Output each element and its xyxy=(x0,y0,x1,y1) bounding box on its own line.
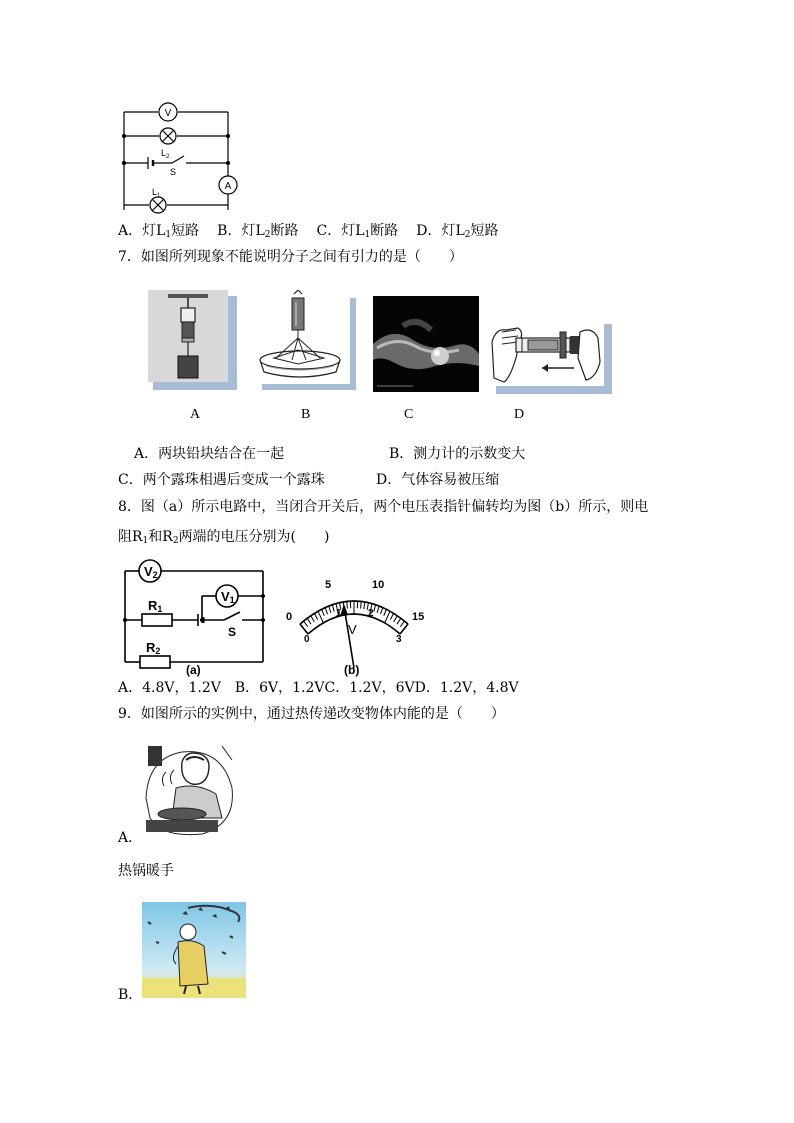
q8-dial-top-0: 0 xyxy=(286,611,293,623)
q8-dial-top-5: 5 xyxy=(325,579,332,591)
q8-r1-label: R1 xyxy=(148,598,163,614)
q7-option-a: A．两块铅块结合在一起 xyxy=(134,446,285,462)
q8-stem-line2: 阻$R_1$和$R_2$两端的电压分别为( ) xyxy=(118,529,330,546)
q6-circuit-diagram xyxy=(118,100,238,218)
q8-dial-tick xyxy=(400,621,404,627)
q6-options xyxy=(118,221,499,245)
q8-dial-tick xyxy=(318,611,323,623)
q7-figure-c-dew-drops xyxy=(373,296,479,392)
q8-stem-line1: 8．图（a）所示电路中，当闭合开关后，两个电压表指针偏转均为图（b）所示，则电 xyxy=(118,499,649,515)
q8-dial-tick xyxy=(322,609,325,616)
q7-figure-d-syringe xyxy=(488,318,604,386)
q8-caption-a: (a) xyxy=(186,663,201,677)
q7-stem: 7．如图所列现象不能说明分子之间有引力的是（ ） xyxy=(118,249,463,265)
q8-dial-tick xyxy=(361,601,362,608)
q9-option-a-caption: 热锅暖手 xyxy=(118,863,174,879)
q8-dial-tick xyxy=(385,611,390,623)
q8-dial-tick xyxy=(314,613,317,619)
q8-dial-tick xyxy=(380,608,382,615)
q8-v1-label: V1 xyxy=(221,589,235,605)
q8-dial-tick xyxy=(307,618,311,624)
q8-dial-tick xyxy=(364,602,365,609)
q8-dial-tick xyxy=(304,621,308,627)
q7-option-b: B．测力计的示数变大 xyxy=(389,446,526,462)
q7-figure-label-c: C xyxy=(404,407,414,422)
q8-dial-tick xyxy=(347,601,348,608)
q6-option-d: D．灯$L_2$短路 xyxy=(416,223,499,240)
q6-voltmeter-label: V xyxy=(164,108,172,119)
q9-option-a-letter: A． xyxy=(118,830,143,846)
q6-lamp2-label: $L_2$ xyxy=(161,148,170,160)
q8-dial-bottom-3: 3 xyxy=(396,634,402,645)
q8-caption-b: (b) xyxy=(344,663,360,677)
q9-option-a-hot-pot-illustration xyxy=(142,738,240,838)
q6-lamp1-label: $L_1$ xyxy=(152,187,161,199)
q8-dial-tick xyxy=(390,613,393,619)
q8-dial-tick xyxy=(332,605,334,612)
q6-option-c: C．灯$L_1$断路 xyxy=(316,223,399,240)
q9-option-b-letter: B． xyxy=(118,987,143,1003)
q7-figure-label-d: D xyxy=(514,407,525,422)
q7-figure-b-spring-scale xyxy=(254,290,350,384)
q8-dial-bottom-0: 0 xyxy=(304,634,310,645)
q8-dial-tick xyxy=(394,616,398,622)
q7-figure-label-b: B xyxy=(301,407,311,422)
q8-dial-bottom-1: 1 xyxy=(336,608,342,619)
q8-circuit-diagram-a xyxy=(120,558,270,678)
q8-dial-tick xyxy=(377,606,379,613)
q7-option-d: D．气体容易被压缩 xyxy=(376,472,500,488)
q8-dial-top-15: 15 xyxy=(412,611,425,623)
q8-v2-label: V2 xyxy=(144,564,158,580)
q8-r2-label: R2 xyxy=(146,640,161,656)
q8-dial-unit: V xyxy=(348,622,357,637)
q8-dial-top-10: 10 xyxy=(372,579,385,591)
q8-dial-tick xyxy=(384,609,387,616)
q8-dial-tick xyxy=(329,606,331,613)
q9-option-b-windy-cold-illustration xyxy=(142,902,246,998)
q8-switch-label: S xyxy=(228,625,237,639)
q6-option-b: B．灯$L_2$断路 xyxy=(217,223,299,240)
q8-dial-tick xyxy=(311,616,315,622)
q7-option-c: C．两个露珠相遇后变成一个露珠 xyxy=(118,472,325,488)
q9-stem: 9．如图所示的实例中，通过热传递改变物体内能的是（ ） xyxy=(118,706,505,722)
q8-dial-bottom-2: 2 xyxy=(368,608,374,619)
q7-figure-a-lead-blocks xyxy=(148,290,228,382)
q8-dial-tick xyxy=(397,618,401,624)
q8-dial-tick xyxy=(325,608,327,615)
q7-figure-label-a: A xyxy=(190,407,201,422)
q8-dial-tick xyxy=(374,605,376,612)
q8-options: A．4.8V，1.2V B．6V，1.2VC．1.2V，6VD．1.2V，4.8V xyxy=(118,680,519,696)
q6-switch-label: S xyxy=(170,167,177,177)
q6-option-a: A．灯$L_1$短路 xyxy=(118,223,200,240)
q6-ammeter-label: A xyxy=(224,181,232,192)
q8-voltmeter-dial-b xyxy=(282,572,432,678)
